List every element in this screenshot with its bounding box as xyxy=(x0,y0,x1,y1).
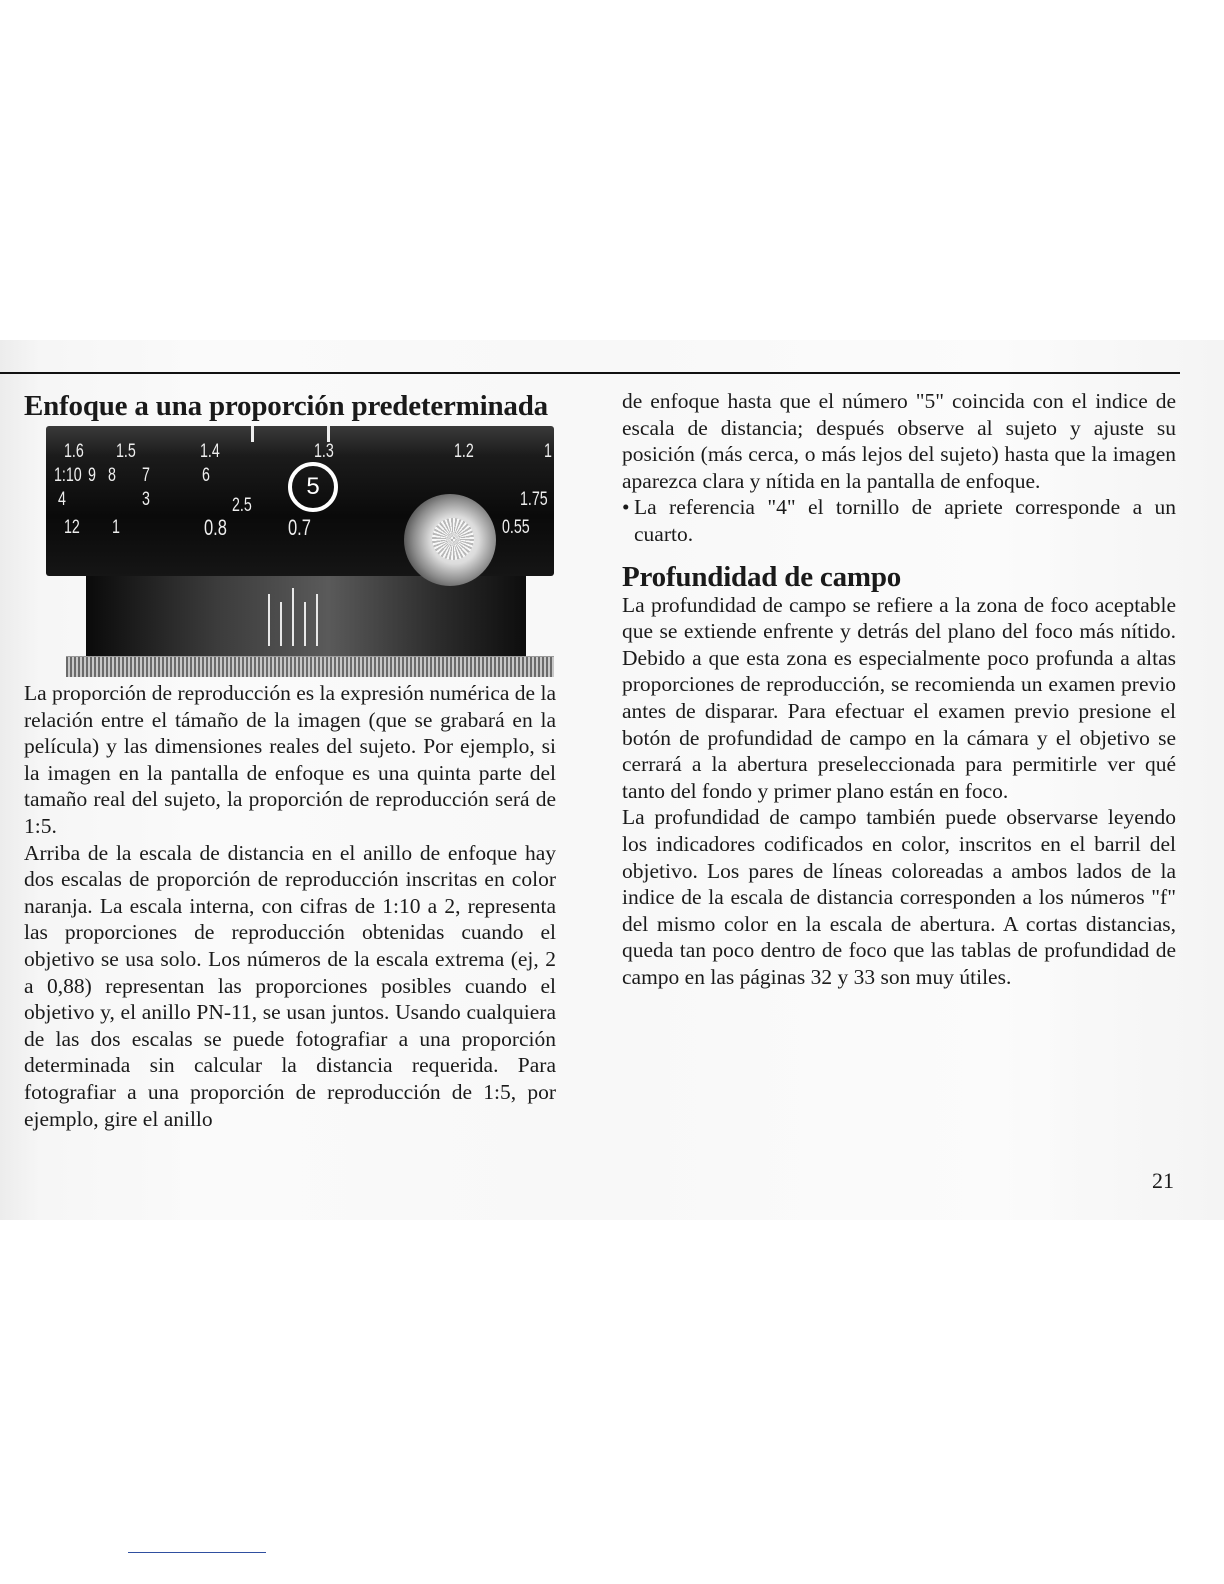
lens-barrel xyxy=(86,576,526,656)
scale-number: 2.5 xyxy=(232,495,252,516)
ratio-5-highlight-circle: 5 xyxy=(288,462,338,512)
top-rule xyxy=(0,372,1180,374)
scale-number: 0.8 xyxy=(204,515,227,540)
scale-number: 1 xyxy=(544,441,552,462)
section-heading-depth-of-field: Profundidad de campo xyxy=(622,560,902,593)
left-column xyxy=(24,388,556,1132)
scale-number: 7 xyxy=(142,465,150,486)
paragraph-ratio-scales: Arriba de la escala de distancia en el anillo de enfoque hay dos escalas de proporción de reproducción inscritas en color naranja. La escala interna, con cifras de 1:10 a 2, representa las proporciones de reproducción obtenidas cuando el objetivo se usa solo. Los números de la escala extrema (ej, 2 a 0,88) representan las proporciones posibles cuando el objetivo y, el anillo PN-11, se usan juntos. Usando cualquiera de las dos escalas se puede fotografiar a una proporción determinada sin calcular la distancia requerida. Para fotografiar a una proporción de reproducción de 1:5, por ejemplo, gire el anillo xyxy=(24,840,556,1131)
scale-number: 0.55 xyxy=(502,517,530,538)
scale-number: 1 xyxy=(112,517,120,538)
lens-focus-ring-photo xyxy=(24,426,556,680)
footer-underline xyxy=(128,1552,266,1553)
paragraph-dof-indicators: La profundidad de campo también puede observarse leyendo los indicadores codificados en color, inscritos en el barril del objetivo. Los pares de líneas coloreadas a ambos lados de la indice de la escala de distancia corresponden a los números "f" del mismo color en la escala de abertura. A cortas distancias, queda tan poco dentro de foco que las tablas de profundidad de campo en las páginas 32 y 33 son muy útiles. xyxy=(622,805,1176,989)
dof-index-line xyxy=(304,602,306,646)
scale-number: 1.6 xyxy=(64,441,84,462)
scale-number: 1:10 xyxy=(54,465,82,486)
knob-knurled-face xyxy=(432,518,474,560)
scale-number: 6 xyxy=(202,465,210,486)
bullet-icon: • xyxy=(622,495,630,520)
dof-index-line xyxy=(268,594,270,646)
page-number: 21 xyxy=(1152,1168,1174,1193)
bullet-note xyxy=(622,494,1176,547)
dof-index-line xyxy=(280,602,282,646)
scale-number: 4 xyxy=(58,489,66,510)
right-column xyxy=(622,388,1176,990)
top-index-mark xyxy=(327,426,330,442)
bullet-text: La referencia "4" el tornillo de apriete corresponde a un cuarto. xyxy=(634,495,1176,546)
scale-number: 1.5 xyxy=(116,441,136,462)
scale-number: 1.4 xyxy=(200,441,220,462)
lens-knurled-base xyxy=(66,656,554,677)
locking-screw-knob xyxy=(404,494,496,586)
scale-number: 8 xyxy=(108,465,116,486)
scale-number: 12 xyxy=(64,517,80,538)
scale-number: 1.2 xyxy=(454,441,474,462)
scale-number: 1.75 xyxy=(520,489,548,510)
paragraph-reproduction-ratio: La proporción de reproducción es la expresión numérica de la relación entre el támaño de la imagen (que se grabará en la película) y las dimensiones reales del sujeto. Por ejemplo, si la imagen en la pantalla de enfoque es una quinta parte del tamaño real del sujeto, la proporción de reproducción será de 1:5. xyxy=(24,681,556,838)
paragraph-depth-of-field: La profundidad de campo se refiere a la zona de foco aceptable que se extiende enfrente y detrás del plano del foco más nítido. Debido a que esta zona es especialmente poco profunda a altas proporciones de reproducción, se recomienda un examen previo antes de disparar. Para efectuar el examen previo presione el botón de profundidad de campo en la cámara y el objetivo se cerrará a la abertura preseleccionada para permitirle ver qué tanto del fondo y primer plano están en foco. xyxy=(622,592,1176,803)
section-heading-focus-ratio: Enfoque a una proporción predeterminada xyxy=(24,390,548,422)
paragraph-continuation: de enfoque hasta que el número "5" coincida con el indice de escala de distancia; después observe al sujeto y ajuste su posición (más cerca, o más lejos del sujeto) hasta que la imagen aparezca clara y nítida en la pantalla de enfoque. xyxy=(622,389,1176,493)
scale-number: 1.3 xyxy=(314,441,334,462)
top-index-mark xyxy=(251,426,254,442)
scale-number: 3 xyxy=(142,489,150,510)
scale-number: 9 xyxy=(88,465,96,486)
dof-index-line xyxy=(316,594,318,646)
distance-index-line xyxy=(292,588,294,646)
scale-number: 0.7 xyxy=(288,515,311,540)
